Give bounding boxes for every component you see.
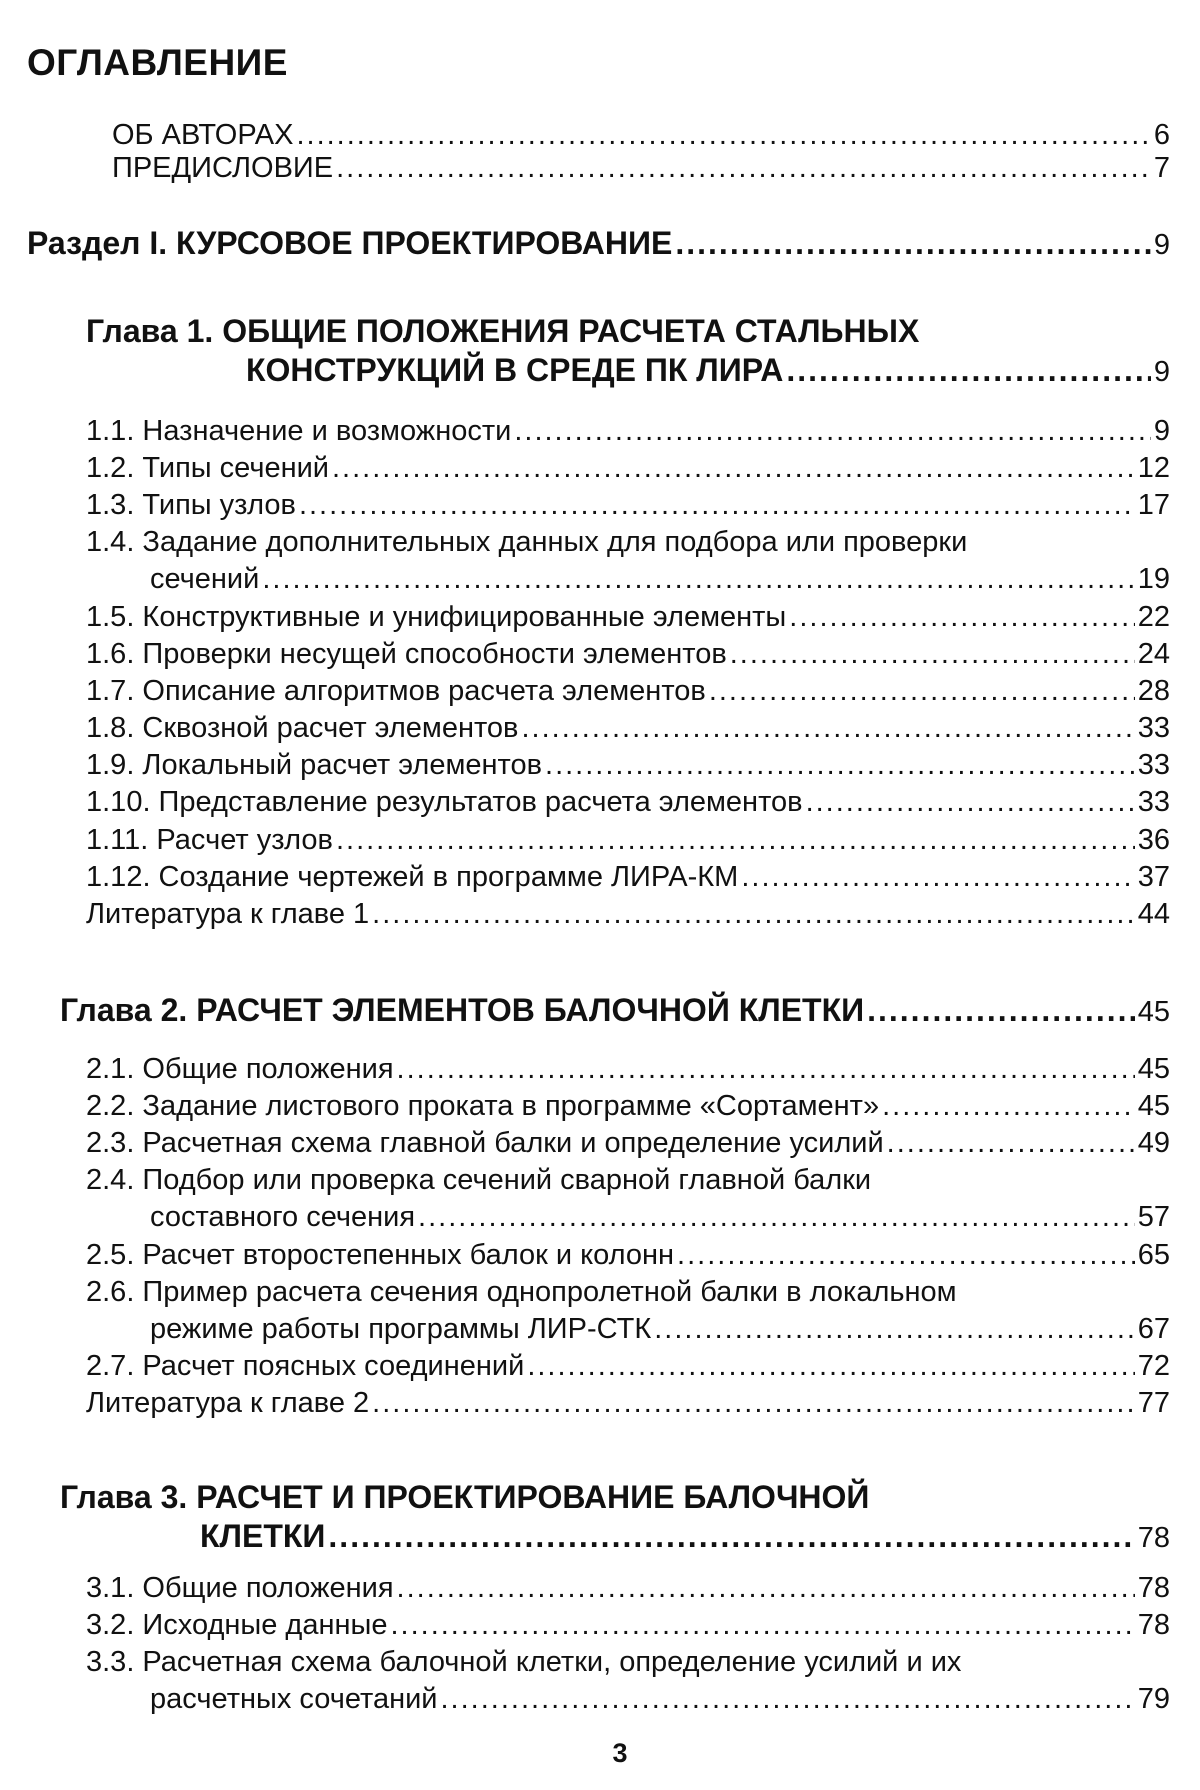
toc-entry-page: 9 bbox=[1153, 415, 1170, 447]
toc-entry[interactable] bbox=[86, 1238, 1170, 1272]
toc-entry-page: 49 bbox=[1137, 1127, 1170, 1159]
leader-dots bbox=[336, 151, 1151, 185]
toc-entry-page: 78 bbox=[1137, 1572, 1170, 1604]
toc-entry-label: 1.2. Типы сечений bbox=[86, 452, 329, 484]
toc-entry-label: режиме работы программы ЛИР-СТК bbox=[150, 1313, 652, 1345]
leader-dots bbox=[677, 1238, 1135, 1272]
toc-entry-page: 37 bbox=[1137, 861, 1170, 893]
leader-dots bbox=[299, 488, 1135, 522]
page-title: ОГЛАВЛЕНИЕ bbox=[27, 42, 288, 83]
toc-entry[interactable] bbox=[86, 488, 1170, 522]
toc-entry[interactable] bbox=[150, 1200, 1170, 1234]
toc-entry[interactable] bbox=[86, 674, 1170, 708]
toc-entry-label: 1.10. Представление результатов расчета элементов bbox=[86, 786, 803, 818]
chapter-heading: Глава 1. ОБЩИЕ ПОЛОЖЕНИЯ РАСЧЕТА СТАЛЬНЫХ bbox=[86, 313, 920, 349]
section-page: 9 bbox=[1153, 229, 1170, 261]
toc-entry-page: 79 bbox=[1137, 1683, 1170, 1715]
toc-entry-page: 19 bbox=[1137, 563, 1170, 595]
toc-entry-page: 45 bbox=[1137, 1090, 1170, 1122]
toc-entry-first-line: 2.4. Подбор или проверка сечений сварной главной балки bbox=[86, 1164, 872, 1196]
leader-dots bbox=[328, 1519, 1134, 1553]
toc-entry-label: 2.3. Расчетная схема главной балки и определение усилий bbox=[86, 1127, 884, 1159]
leader-dots bbox=[397, 1052, 1135, 1086]
toc-entry-label: 1.6. Проверки несущей способности элементов bbox=[86, 638, 727, 670]
toc-entry-label: Литература к главе 2 bbox=[86, 1387, 370, 1419]
toc-entry-page: 67 bbox=[1137, 1313, 1170, 1345]
toc-entry[interactable] bbox=[86, 1126, 1170, 1160]
toc-entry-label: ОБ АВТОРАХ bbox=[112, 119, 294, 151]
leader-dots bbox=[418, 1200, 1135, 1234]
leader-dots bbox=[397, 1571, 1135, 1605]
toc-entry[interactable] bbox=[86, 823, 1170, 857]
toc-entry[interactable] bbox=[86, 451, 1170, 485]
leader-dots bbox=[545, 748, 1135, 782]
toc-entry-page: 28 bbox=[1137, 675, 1170, 707]
chapter-entry[interactable] bbox=[200, 1519, 1170, 1555]
toc-entry[interactable] bbox=[150, 1682, 1170, 1716]
toc-entry-page: 6 bbox=[1153, 119, 1170, 151]
leader-dots bbox=[789, 600, 1134, 634]
chapter-entry[interactable] bbox=[60, 993, 1170, 1029]
leader-dots bbox=[786, 353, 1151, 387]
toc-entry-page: 24 bbox=[1137, 638, 1170, 670]
toc-entry-label: 1.3. Типы узлов bbox=[86, 489, 296, 521]
toc-entry-page: 45 bbox=[1137, 1053, 1170, 1085]
leader-dots bbox=[390, 1608, 1134, 1642]
toc-entry[interactable] bbox=[86, 637, 1170, 671]
toc-entry-page: 72 bbox=[1137, 1350, 1170, 1382]
leader-dots bbox=[882, 1089, 1135, 1123]
toc-entry-first-line: 1.4. Задание дополнительных данных для подбора или проверки bbox=[86, 526, 968, 558]
leader-dots bbox=[332, 451, 1135, 485]
chapter-label: КЛЕТКИ bbox=[200, 1518, 326, 1554]
toc-section-entry[interactable] bbox=[27, 226, 1170, 262]
toc-entry-label: 1.11. Расчет узлов bbox=[86, 824, 333, 856]
toc-entry[interactable] bbox=[86, 860, 1170, 894]
leader-dots bbox=[441, 1682, 1135, 1716]
toc-entry-page: 36 bbox=[1137, 824, 1170, 856]
toc-entry-page: 33 bbox=[1137, 749, 1170, 781]
leader-dots bbox=[521, 711, 1134, 745]
leader-dots bbox=[867, 993, 1135, 1027]
page-number: 3 bbox=[612, 1738, 628, 1768]
chapter-label: Глава 2. РАСЧЕТ ЭЛЕМЕНТОВ БАЛОЧНОЙ КЛЕТКИ bbox=[60, 992, 865, 1028]
toc-entry-label: 2.2. Задание листового проката в программе «Сортамент» bbox=[86, 1090, 880, 1122]
chapter-page: 78 bbox=[1137, 1522, 1170, 1554]
toc-entry-label: 2.1. Общие положения bbox=[86, 1053, 394, 1085]
toc-entry[interactable] bbox=[86, 1608, 1170, 1642]
leader-dots bbox=[262, 562, 1134, 596]
toc-entry-label: 1.1. Назначение и возможности bbox=[86, 415, 512, 447]
toc-entry[interactable] bbox=[150, 1312, 1170, 1346]
leader-dots bbox=[527, 1349, 1134, 1383]
toc-entry-label: 1.7. Описание алгоритмов расчета элементов bbox=[86, 675, 706, 707]
toc-entry[interactable] bbox=[86, 1052, 1170, 1086]
toc-entry[interactable] bbox=[86, 414, 1170, 448]
toc-entry[interactable] bbox=[86, 1089, 1170, 1123]
chapter-page: 45 bbox=[1137, 996, 1170, 1028]
toc-entry-page: 17 bbox=[1137, 489, 1170, 521]
leader-dots bbox=[372, 897, 1135, 931]
toc-entry[interactable] bbox=[86, 785, 1170, 819]
toc-entry-page: 33 bbox=[1137, 712, 1170, 744]
toc-entry-page: 78 bbox=[1137, 1609, 1170, 1641]
toc-entry-page: 22 bbox=[1137, 601, 1170, 633]
toc-entry-page: 65 bbox=[1137, 1239, 1170, 1271]
leader-dots bbox=[741, 860, 1134, 894]
leader-dots bbox=[654, 1312, 1135, 1346]
toc-entry[interactable] bbox=[86, 1386, 1170, 1420]
toc-entry-label: составного сечения bbox=[150, 1201, 416, 1233]
toc-entry-label: 2.5. Расчет второстепенных балок и колонн bbox=[86, 1239, 675, 1271]
leader-dots bbox=[514, 414, 1151, 448]
chapter-entry[interactable] bbox=[246, 353, 1170, 389]
leader-dots bbox=[296, 118, 1150, 152]
toc-entry[interactable] bbox=[86, 1571, 1170, 1605]
toc-entry-label: 1.8. Сквозной расчет элементов bbox=[86, 712, 519, 744]
toc-entry-page: 44 bbox=[1137, 898, 1170, 930]
toc-entry[interactable] bbox=[86, 600, 1170, 634]
toc-entry-page: 57 bbox=[1137, 1201, 1170, 1233]
chapter-heading: Глава 3. РАСЧЕТ И ПРОЕКТИРОВАНИЕ БАЛОЧНОЙ bbox=[60, 1479, 870, 1515]
toc-entry[interactable] bbox=[112, 118, 1170, 152]
leader-dots bbox=[730, 637, 1135, 671]
toc-entry-label: ПРЕДИСЛОВИЕ bbox=[112, 152, 334, 184]
section-label: Раздел I. КУРСОВОЕ ПРОЕКТИРОВАНИЕ bbox=[27, 225, 673, 261]
leader-dots bbox=[372, 1386, 1135, 1420]
toc-entry-label: 3.2. Исходные данные bbox=[86, 1609, 388, 1641]
toc-entry-first-line: 3.3. Расчетная схема балочной клетки, определение усилий и их bbox=[86, 1646, 962, 1678]
leader-dots bbox=[336, 823, 1135, 857]
toc-entry-label: Литература к главе 1 bbox=[86, 898, 370, 930]
toc-entry-label: 3.1. Общие положения bbox=[86, 1572, 394, 1604]
toc-entry-first-line: 2.6. Пример расчета сечения однопролетной балки в локальном bbox=[86, 1276, 957, 1308]
leader-dots bbox=[806, 785, 1135, 819]
toc-entry-label: сечений bbox=[150, 563, 260, 595]
toc-entry-page: 7 bbox=[1153, 152, 1170, 184]
toc-entry[interactable] bbox=[86, 748, 1170, 782]
toc-entry-label: 1.9. Локальный расчет элементов bbox=[86, 749, 543, 781]
leader-dots bbox=[887, 1126, 1135, 1160]
toc-entry-label: 2.7. Расчет поясных соединений bbox=[86, 1350, 525, 1382]
toc-entry-page: 12 bbox=[1137, 452, 1170, 484]
toc-entry[interactable] bbox=[86, 897, 1170, 931]
toc-entry[interactable] bbox=[86, 711, 1170, 745]
toc-entry[interactable] bbox=[112, 151, 1170, 185]
toc-entry-page: 77 bbox=[1137, 1387, 1170, 1419]
toc-entry-label: 1.12. Создание чертежей в программе ЛИРА-КМ bbox=[86, 861, 739, 893]
toc-entry[interactable] bbox=[150, 562, 1170, 596]
toc-entry[interactable] bbox=[86, 1349, 1170, 1383]
toc-entry-page: 33 bbox=[1137, 786, 1170, 818]
leader-dots bbox=[709, 674, 1135, 708]
toc-entry-label: 1.5. Конструктивные и унифицированные элементы bbox=[86, 601, 787, 633]
chapter-page: 9 bbox=[1153, 356, 1170, 388]
leader-dots bbox=[675, 226, 1151, 260]
chapter-label: КОНСТРУКЦИЙ В СРЕДЕ ПК ЛИРА bbox=[246, 352, 784, 388]
toc-entry-label: расчетных сочетаний bbox=[150, 1683, 438, 1715]
